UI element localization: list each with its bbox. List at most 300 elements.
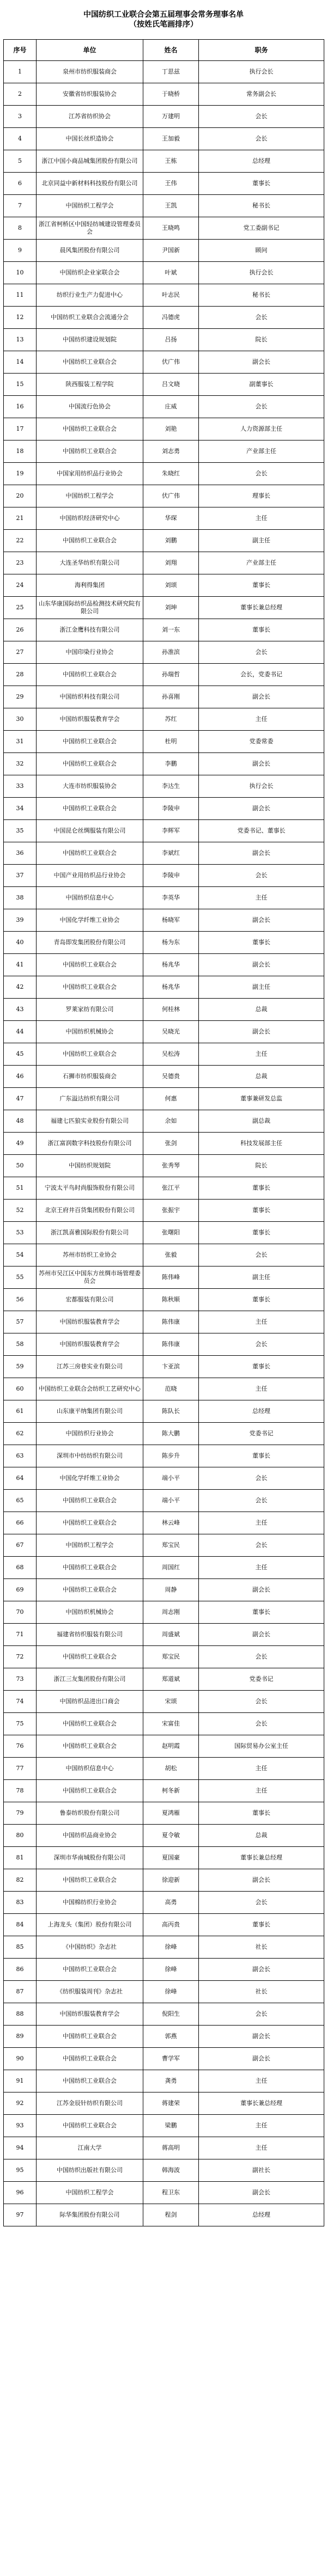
cell-name: 王栋 [143,150,199,173]
cell-position: 党委书记 [199,1668,324,1691]
cell-name: 陈伟峰 [143,1266,199,1289]
cell-position: 国际贸易办公室主任 [199,1735,324,1758]
cell-position: 副会长 [199,686,324,708]
cell-unit: 《中国纺织》杂志社 [37,1936,143,1959]
table-row [4,1490,324,1512]
cell-unit: 中国纺织工业联合会 [37,351,143,374]
cell-name: 蒋建荣 [143,2092,199,2115]
cell-position: 主任 [199,1557,324,1579]
table-row [4,820,324,842]
cell-name: 周静 [143,1579,199,1601]
cell-position: 副会长 [199,1869,324,1892]
cell-position: 主任 [199,1758,324,1780]
cell-name: 高丙贵 [143,1914,199,1936]
cell-unit: 海利得集团 [37,574,143,597]
cell-index: 33 [4,775,37,798]
cell-name: 尹国新 [143,240,199,262]
cell-name: 叶斌 [143,262,199,284]
cell-unit: 中国纺织工业联合会 [37,1557,143,1579]
cell-name: 郑道斌 [143,1668,199,1691]
table-row [4,173,324,195]
cell-name: 程卫东 [143,2182,199,2204]
cell-unit: 中国纺织工程学会 [37,195,143,217]
cell-name: 庄威 [143,396,199,418]
cell-unit: 中国长丝织造协会 [37,128,143,150]
cell-index: 13 [4,329,37,351]
cell-index: 97 [4,2204,37,2226]
cell-unit: 浙江省柯桥区中国轻纺城建设管理委员会 [37,217,143,240]
cell-index: 56 [4,1289,37,1311]
cell-position: 党委书记 [199,1423,324,1445]
cell-index: 95 [4,2159,37,2182]
table-row [4,530,324,552]
cell-unit: 中国纺织工业联合会 [37,664,143,686]
cell-name: 陈大鹏 [143,1423,199,1445]
table-row [4,2137,324,2159]
cell-unit: 中国昆仑丝绸服装有限公司 [37,820,143,842]
cell-position: 副董事长 [199,374,324,396]
cell-name: 宋富佳 [143,1713,199,1735]
cell-position: 执行会长 [199,61,324,83]
document-subtitle: （按姓氏笔画排序） [129,20,198,29]
cell-index: 84 [4,1914,37,1936]
table-row [4,1445,324,1467]
table-row [4,485,324,507]
cell-unit: 广东溢达纺织有限公司 [37,1088,143,1110]
table-row [4,106,324,128]
cell-index: 92 [4,2092,37,2115]
cell-position: 董事长兼总经理 [199,2092,324,2115]
cell-position: 副会长 [199,2182,324,2204]
cell-unit: 江苏三房巷实业有限公司 [37,1356,143,1378]
cell-index: 93 [4,2115,37,2137]
cell-unit: 中国纺织工程学会 [37,2182,143,2204]
cell-unit: 山东康平纳集团有限公司 [37,1400,143,1423]
cell-unit: 际华集团股份有限公司 [37,2204,143,2226]
table-row [4,2182,324,2204]
cell-position: 会长 [199,396,324,418]
table-row [4,619,324,641]
table-body [4,61,324,2226]
cell-unit: 中国纺织工业联合会 [37,2048,143,2070]
table-row [4,1512,324,1534]
table-row [4,217,324,240]
cell-name: 徐峰 [143,1936,199,1959]
cell-index: 54 [4,1244,37,1266]
cell-index: 85 [4,1936,37,1959]
cell-position: 副会长 [199,1959,324,1981]
table-row [4,842,324,865]
cell-position: 理事长 [199,485,324,507]
cell-unit: 青岛即发集团股份有限公司 [37,932,143,954]
cell-index: 39 [4,909,37,932]
cell-index: 40 [4,932,37,954]
cell-name: 周国红 [143,1557,199,1579]
table-row [4,128,324,150]
cell-name: 刘坤 [143,597,199,619]
cell-position: 副总裁 [199,1110,324,1133]
cell-index: 46 [4,1066,37,1088]
cell-position: 董事长 [199,574,324,597]
cell-index: 2 [4,83,37,106]
table-row [4,909,324,932]
cell-index: 83 [4,1892,37,1914]
cell-unit: 苏州市纺织工业协会 [37,1244,143,1266]
cell-position: 董事长 [199,619,324,641]
cell-unit: 中国纺织工业联合会 [37,2115,143,2137]
cell-position: 主任 [199,2115,324,2137]
table-row [4,351,324,374]
cell-name: 于晓桥 [143,83,199,106]
cell-name: 伏广伟 [143,485,199,507]
cell-name: 冯德虎 [143,307,199,329]
cell-name: 高勇 [143,1892,199,1914]
cell-unit: 中国纺织科技有限公司 [37,686,143,708]
cell-name: 陈伟康 [143,1333,199,1356]
cell-position: 会长 [199,1534,324,1557]
cell-index: 64 [4,1467,37,1490]
cell-position: 总裁 [199,999,324,1021]
cell-index: 88 [4,2003,37,2026]
member-table [3,39,324,2226]
cell-unit: 中国棉纺织行业协会 [37,1892,143,1914]
cell-position: 副会长 [199,2026,324,2048]
cell-position: 党委常委 [199,731,324,753]
cell-unit: 中国纺织工业联合会 [37,1490,143,1512]
cell-index: 68 [4,1557,37,1579]
table-row [4,932,324,954]
cell-index: 74 [4,1691,37,1713]
table-row [4,574,324,597]
cell-index: 14 [4,351,37,374]
table-row [4,1758,324,1780]
cell-name: 孙瑞哲 [143,664,199,686]
cell-index: 71 [4,1624,37,1646]
cell-unit: 中国纺织工业联合会 [37,1959,143,1981]
cell-name: 吕文晓 [143,374,199,396]
cell-name: 何惠 [143,1088,199,1110]
cell-position: 主任 [199,887,324,909]
cell-unit: 鲁泰纺织股份有限公司 [37,1802,143,1825]
cell-index: 28 [4,664,37,686]
cell-position: 董事长 [199,932,324,954]
table-row [4,1311,324,1333]
cell-index: 23 [4,552,37,574]
table-row [4,1936,324,1959]
cell-position: 执行会长 [199,775,324,798]
cell-name: 韩海波 [143,2159,199,2182]
cell-position: 社长 [199,1981,324,2003]
cell-index: 61 [4,1400,37,1423]
table-row [4,2026,324,2048]
cell-name: 周志刚 [143,1601,199,1624]
cell-unit: 中国纺织工程学会 [37,1534,143,1557]
cell-index: 89 [4,2026,37,2048]
header-position: 职务 [199,40,324,61]
cell-index: 77 [4,1758,37,1780]
cell-position: 董事长 [199,1356,324,1378]
table-row [4,61,324,83]
cell-name: 夏国豪 [143,1847,199,1869]
table-row [4,1981,324,2003]
cell-position: 会长 [199,1892,324,1914]
cell-position: 主任 [199,1780,324,1802]
cell-index: 18 [4,440,37,463]
table-row [4,753,324,775]
cell-unit: 深圳市华南城股份有限公司 [37,1847,143,1869]
cell-name: 赵明霞 [143,1735,199,1758]
cell-name: 李陵申 [143,865,199,887]
cell-index: 19 [4,463,37,485]
cell-name: 张秀琴 [143,1155,199,1177]
cell-name: 王加毅 [143,128,199,150]
cell-name: 陈步升 [143,1445,199,1467]
cell-position: 主任 [199,1512,324,1534]
cell-unit: 江南大学 [37,2137,143,2159]
cell-position: 主任 [199,1311,324,1333]
cell-unit: 中国纺织工业联合会 [37,418,143,440]
table-row [4,708,324,731]
table-row [4,1356,324,1378]
cell-name: 端小平 [143,1490,199,1512]
cell-unit: 中国产业用纺织品行业协会 [37,865,143,887]
cell-position: 董事长 [199,1200,324,1222]
table-row [4,418,324,440]
cell-unit: 中国纺织工业联合会 [37,753,143,775]
cell-index: 32 [4,753,37,775]
cell-name: 朱晓红 [143,463,199,485]
cell-position: 执行会长 [199,262,324,284]
cell-index: 67 [4,1534,37,1557]
cell-unit: 福建七匹狼实业股份有限公司 [37,1110,143,1133]
cell-unit: 中国纺织工业联合会 [37,1780,143,1802]
cell-name: 周盛斌 [143,1624,199,1646]
cell-position: 副会长 [199,1579,324,1601]
cell-position: 董事兼研发总监 [199,1088,324,1110]
cell-position: 会长 [199,1490,324,1512]
cell-unit: 苏州市吴江区中国东方丝绸市场管理委员会 [37,1266,143,1289]
cell-index: 94 [4,2137,37,2159]
table-row [4,1646,324,1668]
table-row [4,1735,324,1758]
cell-index: 49 [4,1133,37,1155]
cell-index: 58 [4,1333,37,1356]
cell-name: 杨晓军 [143,909,199,932]
table-row [4,1043,324,1066]
cell-unit: 纺织行业生产力促进中心 [37,284,143,307]
table-row [4,1266,324,1289]
cell-position: 副会长 [199,909,324,932]
cell-index: 42 [4,976,37,999]
cell-index: 15 [4,374,37,396]
cell-position: 主任 [199,2070,324,2092]
cell-unit: 中国纺织服装教育学会 [37,708,143,731]
cell-unit: 中国纺织信息中心 [37,887,143,909]
table-row [4,1333,324,1356]
cell-position: 院长 [199,329,324,351]
cell-index: 72 [4,1646,37,1668]
cell-position: 会长 [199,307,324,329]
cell-index: 38 [4,887,37,909]
table-row [4,1534,324,1557]
cell-position: 董事长兼总经理 [199,597,324,619]
cell-position: 董事长 [199,1802,324,1825]
cell-position: 会长 [199,1467,324,1490]
cell-name: 伏广伟 [143,351,199,374]
table-row [4,1133,324,1155]
cell-unit: 中国纺织出版社有限公司 [37,2159,143,2182]
cell-index: 82 [4,1869,37,1892]
cell-unit: 中国纺织工业联合会 [37,842,143,865]
cell-name: 卞亚滨 [143,1356,199,1378]
table-row [4,2159,324,2182]
cell-index: 81 [4,1847,37,1869]
cell-unit: 福建省纺织服装有限公司 [37,1624,143,1646]
table-row [4,1222,324,1244]
cell-unit: 中国化学纤维工业协会 [37,1467,143,1490]
cell-position: 会长 [199,2003,324,2026]
table-row [4,507,324,530]
cell-index: 30 [4,708,37,731]
cell-index: 90 [4,2048,37,2070]
cell-unit: 中国纺织工业联合会 [37,1579,143,1601]
cell-position: 主任 [199,708,324,731]
cell-unit: 山东华康国际纺织品检测技术研究院有限公司 [37,597,143,619]
cell-position: 总经理 [199,150,324,173]
cell-position: 秘书长 [199,195,324,217]
cell-position: 院长 [199,1155,324,1177]
table-row [4,463,324,485]
cell-unit: 浙江金鹰科技有限公司 [37,619,143,641]
cell-unit: 浙江富润数字科技股份有限公司 [37,1133,143,1155]
cell-index: 5 [4,150,37,173]
cell-name: 王凯 [143,195,199,217]
cell-name: 杨为东 [143,932,199,954]
cell-name: 胡松 [143,1758,199,1780]
table-row [4,1088,324,1110]
table-row [4,195,324,217]
table-row [4,1021,324,1043]
cell-index: 60 [4,1378,37,1400]
cell-name: 叶志民 [143,284,199,307]
table-row [4,1914,324,1936]
table-row [4,1624,324,1646]
cell-unit: 中国纺织规划院 [37,1155,143,1177]
cell-index: 22 [4,530,37,552]
cell-unit: 中国流行色协会 [37,396,143,418]
table-row [4,686,324,708]
cell-index: 55 [4,1266,37,1289]
table-row [4,1557,324,1579]
cell-position: 会长 [199,1713,324,1735]
table-row [4,798,324,820]
cell-name: 徐峰 [143,1981,199,2003]
cell-name: 王晓鸣 [143,217,199,240]
cell-unit: 泉州市纺织服装商会 [37,61,143,83]
table-row [4,1378,324,1400]
cell-name: 华琛 [143,507,199,530]
cell-index: 53 [4,1222,37,1244]
cell-name: 范晓 [143,1378,199,1400]
cell-name: 苏红 [143,708,199,731]
cell-unit: 北京王府井百货集团股份有限公司 [37,1200,143,1222]
table-row [4,664,324,686]
cell-index: 65 [4,1490,37,1512]
cell-unit: 石狮市纺织服装商会 [37,1066,143,1088]
cell-index: 6 [4,173,37,195]
table-row [4,1847,324,1869]
cell-position: 党工委副书记 [199,217,324,240]
cell-position: 总经理 [199,1400,324,1423]
cell-unit: 中国化学纤维工业协会 [37,909,143,932]
cell-index: 69 [4,1579,37,1601]
cell-unit: 中国纺织企业家联合会 [37,262,143,284]
cell-index: 35 [4,820,37,842]
cell-position: 副会长 [199,954,324,976]
cell-position: 副会长 [199,1624,324,1646]
cell-position: 会长，党委书记 [199,664,324,686]
cell-position: 会长 [199,128,324,150]
table-row [4,999,324,1021]
cell-index: 86 [4,1959,37,1981]
cell-name: 孙喜刚 [143,686,199,708]
cell-index: 4 [4,128,37,150]
table-row [4,1289,324,1311]
cell-unit: 中国纺织工业联合会 [37,954,143,976]
cell-name: 夏令敏 [143,1825,199,1847]
cell-unit: 罗莱家纺有限公司 [37,999,143,1021]
cell-index: 50 [4,1155,37,1177]
cell-index: 37 [4,865,37,887]
cell-unit: 陕西服装工程学院 [37,374,143,396]
cell-name: 龚勇 [143,2070,199,2092]
table-row [4,1400,324,1423]
cell-name: 何桂林 [143,999,199,1021]
cell-index: 27 [4,641,37,664]
cell-name: 刘一东 [143,619,199,641]
cell-position: 秘书长 [199,284,324,307]
cell-index: 8 [4,217,37,240]
cell-unit: 晨风集团股份有限公司 [37,240,143,262]
cell-name: 李鹏 [143,753,199,775]
table-row [4,1110,324,1133]
cell-unit: 中国纺织品进出口商会 [37,1691,143,1713]
cell-unit: 中国纺织机械协会 [37,1601,143,1624]
table-row [4,2092,324,2115]
cell-position: 副会长 [199,351,324,374]
cell-name: 吕扬 [143,329,199,351]
cell-name: 张曙阳 [143,1222,199,1244]
cell-unit: 中国纺织行业协会 [37,1423,143,1445]
cell-name: 李陵申 [143,798,199,820]
table-row [4,887,324,909]
cell-name: 郑宝民 [143,1646,199,1668]
cell-index: 29 [4,686,37,708]
cell-name: 李辉军 [143,820,199,842]
cell-index: 62 [4,1423,37,1445]
cell-name: 宋颂 [143,1691,199,1713]
cell-index: 80 [4,1825,37,1847]
cell-index: 45 [4,1043,37,1066]
cell-name: 王伟 [143,173,199,195]
cell-name: 杨兆华 [143,976,199,999]
cell-unit: 中国纺织工业联合会 [37,440,143,463]
cell-unit: 中国纺织工业联合会 [37,1713,143,1735]
cell-position: 会长 [199,641,324,664]
table-row [4,775,324,798]
table-row [4,262,324,284]
cell-unit: 浙江凯喜雅国际股份有限公司 [37,1222,143,1244]
